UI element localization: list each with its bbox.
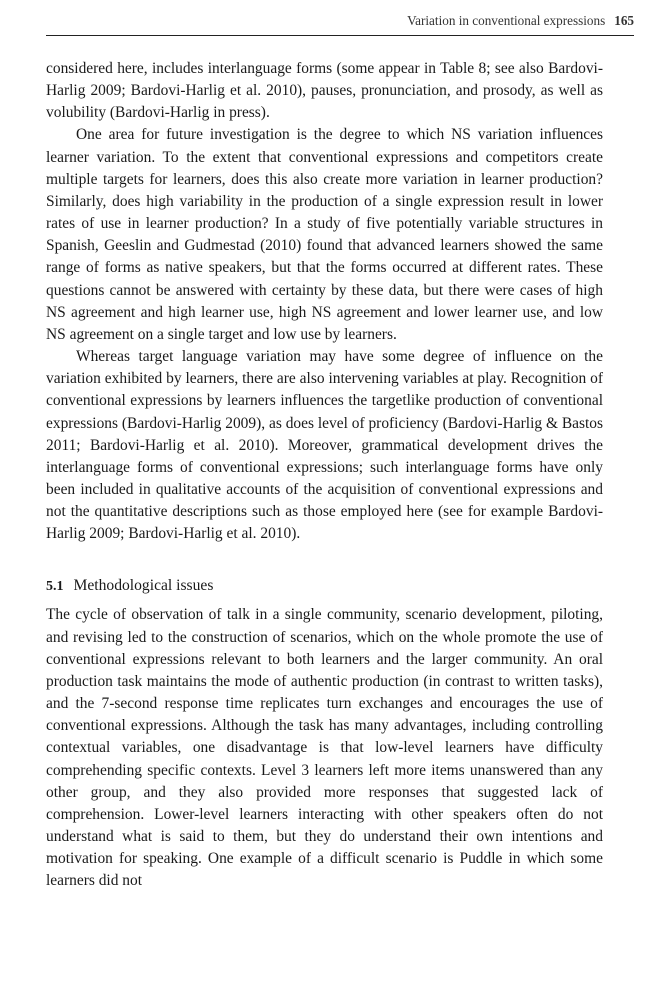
running-head xyxy=(46,8,634,36)
body-paragraph: One area for future investigation is the degree to which NS variation influences learner variation. To the extent that conventional expressions and competitors create multiple targets for learners, does this also create more variation in learner production? Similarly, does high variability in the production of a single expression result in lower rates of use in learner production? In a study of five potentially variable structures in Spanish, Geeslin and Gudmestad (2010) found that advanced learners showed the same range of forms as native speakers, but that the forms occurred at different rates. These questions cannot be answered with certainty by these data, but there were cases of high NS agreement and high learner use, high NS agreement and lower learner use, and low NS agreement on a single target and low use by learners. xyxy=(46,126,603,343)
body-paragraph: The cycle of observation of talk in a single community, scenario development, piloting, and revising led to the construction of scenarios, which on the whole promote the use of conventional expressions relevant to both learners and the larger community. An oral production task maintains the mode of authentic production (in contrast to written tasks), and the 7-second response time replicates turn exchanges and encourages the use of conventional expressions. Although the task has many advantages, including controlling contextual variables, one disadvantage is that low-level learners have difficulty comprehending specific contexts. Level 3 learners left more items unanswered than any other group, and they also provided more responses that suggested lack of comprehension. Lower-level learners interacting with other speakers often do not understand what is said to them, but they do understand their own intentions and motivation for speaking. One example of a difficult scenario is Puddle in which some learners did not xyxy=(46,606,603,890)
running-head-title: Variation in conventional expressions xyxy=(407,13,606,28)
section-number: 5.1 xyxy=(46,579,64,595)
page-body xyxy=(46,58,603,892)
body-paragraph: considered here, includes interlanguage forms (some appear in Table 8; see also Bardovi-Harlig 2009; Bardovi-Harlig et al. 2010), pauses, pronunciation, and prosody, as well as volubility (Bardovi-Harlig in press). xyxy=(46,60,603,122)
section-heading xyxy=(46,575,603,598)
body-paragraph: Whereas target language variation may have some degree of influence on the variation exhibited by learners, there are also intervening variables at play. Recognition of conventional expressions by learners influences the targetlike production of conventional expressions (Bardovi-Harlig 2009), as does level of proficiency (Bardovi-Harlig & Bastos 2011; Bardovi-Harlig et al. 2010). Moreover, grammatical development drives the interlanguage forms of conventional expressions; such interlanguage forms have only been included in qualitative accounts of the acquisition of conventional expressions and not the quantitative descriptions such as those employed here (see for example Bardovi-Harlig 2009; Bardovi-Harlig et al. 2010). xyxy=(46,348,603,543)
page-number: 165 xyxy=(614,13,634,28)
section-title: Methodological issues xyxy=(73,577,214,595)
